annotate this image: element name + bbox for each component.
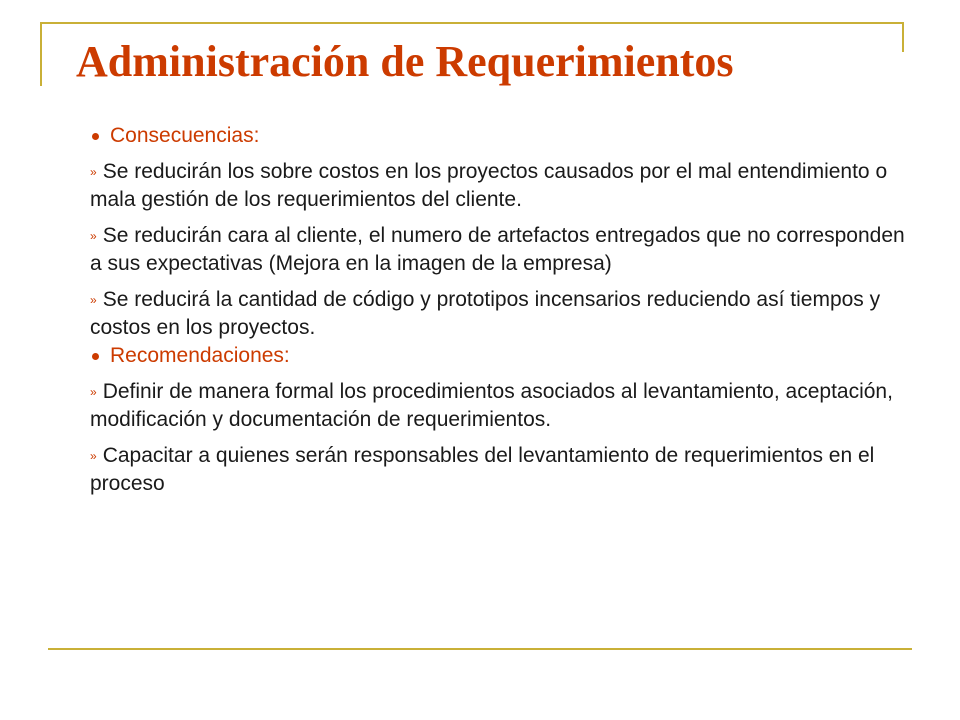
list-item-text: Definir de manera formal los procedimientos asociados al levantamiento, aceptación, modificación y documentación de requerimientos. — [90, 380, 893, 431]
frame-bottom-line — [48, 648, 912, 650]
list-item — [90, 442, 910, 498]
double-chevron-bullet-icon: » — [90, 293, 97, 307]
filled-circle-bullet-icon — [92, 353, 99, 360]
list-item-text: Se reducirá la cantidad de código y prototipos incensarios reduciendo así tiempos y costos en los proyectos. — [90, 288, 881, 339]
double-chevron-bullet-icon: » — [90, 385, 97, 399]
section-heading-label: Consecuencias: — [110, 124, 260, 147]
section-heading-consecuencias — [90, 122, 910, 150]
list-item — [90, 378, 910, 434]
list-item — [90, 286, 910, 342]
double-chevron-bullet-icon: » — [90, 165, 97, 179]
double-chevron-bullet-icon: » — [90, 229, 97, 243]
slide-content — [90, 122, 910, 506]
list-item-text: Capacitar a quienes serán responsables del levantamiento de requerimientos en el proceso — [90, 444, 875, 495]
frame-right-line — [902, 22, 904, 52]
frame-left-line — [40, 22, 42, 86]
list-item — [90, 222, 910, 278]
list-item — [90, 158, 910, 214]
double-chevron-bullet-icon: » — [90, 449, 97, 463]
section-heading-label: Recomendaciones: — [110, 344, 290, 367]
frame-top-line — [40, 22, 904, 24]
list-item-text: Se reducirán los sobre costos en los proyectos causados por el mal entendimiento o mala gestión de los requerimientos del cliente. — [90, 160, 888, 211]
section-heading-recomendaciones — [90, 342, 910, 370]
list-item-text: Se reducirán cara al cliente, el numero de artefactos entregados que no corresponden a sus expectativas (Mejora en la imagen de la empresa) — [90, 224, 905, 275]
filled-circle-bullet-icon — [92, 133, 99, 140]
slide-title: Administración de Requerimientos — [76, 37, 734, 86]
